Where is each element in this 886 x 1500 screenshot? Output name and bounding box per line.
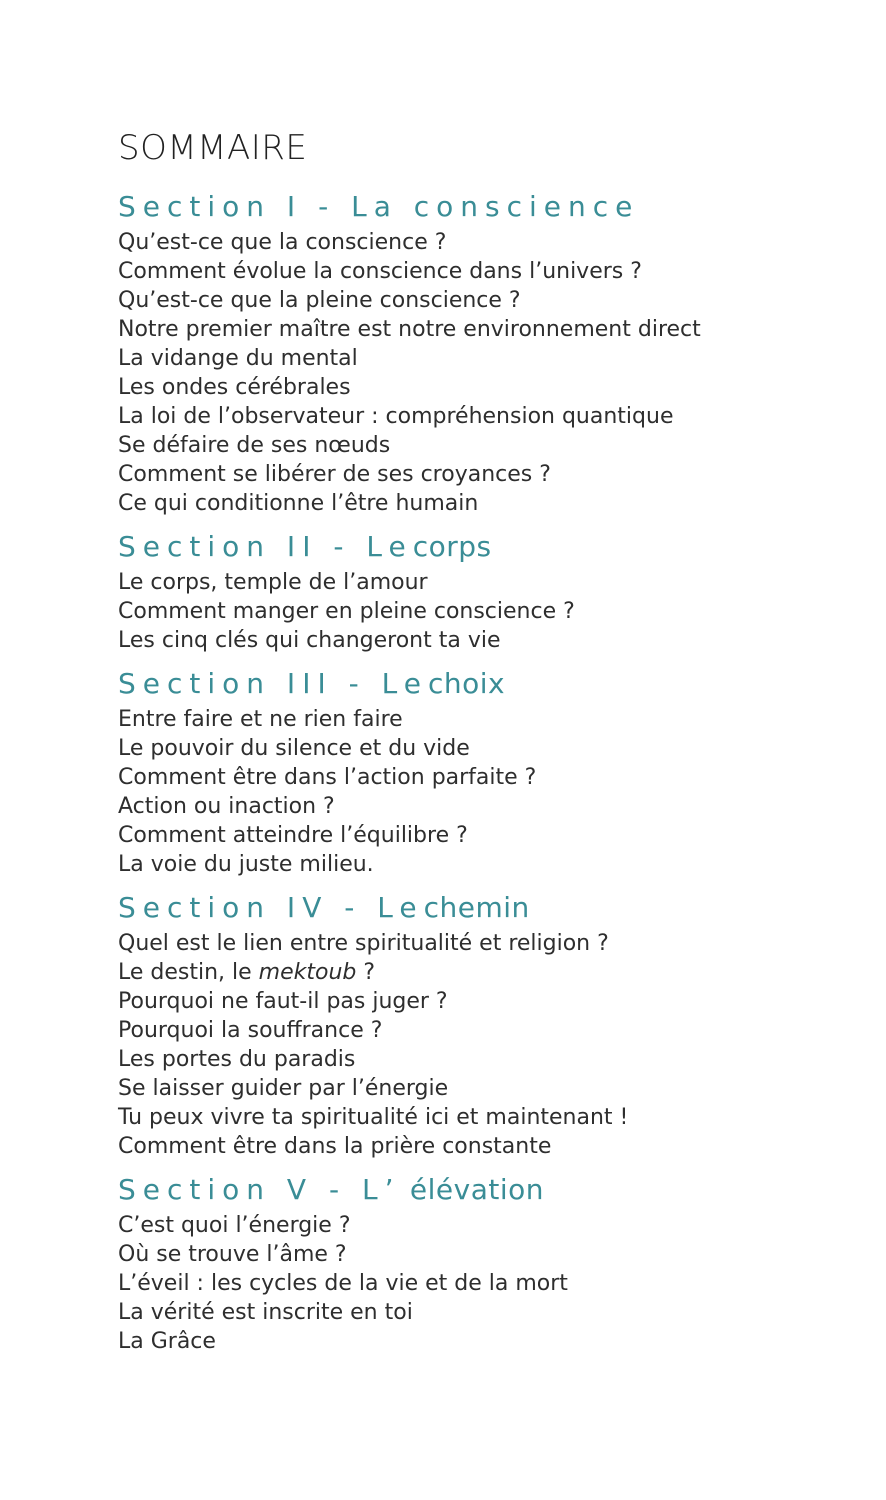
toc-item: C’est quoi l’énergie ? [118,1213,351,1238]
toc-item: L’éveil : les cycles de la vie et de la mort [118,1271,568,1296]
toc-item: Notre premier maître est notre environnement direct [118,317,701,342]
toc-item: Le corps, temple de l’amour [118,570,428,595]
toc-item-suffix: ? [356,960,376,985]
toc-item: La loi de l’observateur : compréhension quantique [118,404,674,429]
toc-item: Comment être dans l’action parfaite ? [118,765,537,790]
section-5 [118,1173,838,1356]
section-heading-prefix: Section IV - Le [118,891,424,924]
section-3 [118,667,838,879]
toc-item: Comment atteindre l’équilibre ? [118,823,468,848]
section-heading-title: élévation [400,1173,544,1206]
section-item-list [118,568,838,655]
toc-item-text: Le destin, le [118,960,259,985]
toc-item: La vidange du mental [118,346,358,371]
toc-item: Comment se libérer de ses croyances ? [118,462,551,487]
section-heading [118,1173,838,1207]
toc-item: Les cinq clés qui changeront ta vie [118,628,501,653]
toc-item: Le pouvoir du silence et du vide [118,736,470,761]
section-heading-prefix: Section III - Le [118,667,428,700]
toc-item: Les portes du paradis [118,1047,356,1072]
section-heading-title: chemin [423,891,530,924]
toc-item: Se laisser guider par l’énergie [118,1076,449,1101]
page-title: SOMMAIRE [118,128,308,168]
toc-item: Ce qui conditionne l’être humain [118,491,479,516]
toc-item: Se défaire de ses nœuds [118,433,391,458]
toc-item: Qu’est-ce que la pleine conscience ? [118,288,521,313]
toc-item: Tu peux vivre ta spiritualité ici et maintenant ! [118,1105,629,1130]
section-2 [118,530,838,655]
section-heading [118,667,838,701]
section-heading [118,190,838,224]
section-item-list [118,929,838,1161]
section-item-list [118,228,838,518]
table-of-contents [118,128,838,1368]
toc-item [118,958,838,987]
section-4 [118,891,838,1161]
toc-item: La Grâce [118,1329,216,1354]
toc-item: La vérité est inscrite en toi [118,1300,413,1325]
section-heading-prefix: Section II - Le [118,530,413,563]
section-heading [118,891,838,925]
section-heading-title: choix [427,667,506,700]
section-heading-prefix: Section I - La [118,190,398,223]
toc-item: Action ou inaction ? [118,794,335,819]
toc-item: Les ondes cérébrales [118,375,351,400]
toc-item: Quel est le lien entre spiritualité et religion ? [118,931,609,956]
toc-item: Pourquoi ne faut-il pas juger ? [118,989,448,1014]
toc-item: Qu’est-ce que la conscience ? [118,230,447,255]
toc-item: Où se trouve l’âme ? [118,1242,347,1267]
section-heading [118,530,838,564]
section-item-list [118,1211,838,1356]
section-heading-prefix: Section V - L’ [118,1173,401,1206]
section-1 [118,190,838,518]
toc-item: Entre faire et ne rien faire [118,707,403,732]
toc-item: La voie du juste milieu. [118,852,374,877]
toc-item: Comment évolue la conscience dans l’univers ? [118,259,642,284]
section-item-list [118,705,838,879]
toc-item-italic: mektoub [258,960,357,985]
section-heading-title: corps [412,530,492,563]
section-heading-title: conscience [397,190,640,223]
toc-item: Comment être dans la prière constante [118,1134,552,1159]
toc-item: Pourquoi la souffrance ? [118,1018,383,1043]
toc-item: Comment manger en pleine conscience ? [118,599,575,624]
